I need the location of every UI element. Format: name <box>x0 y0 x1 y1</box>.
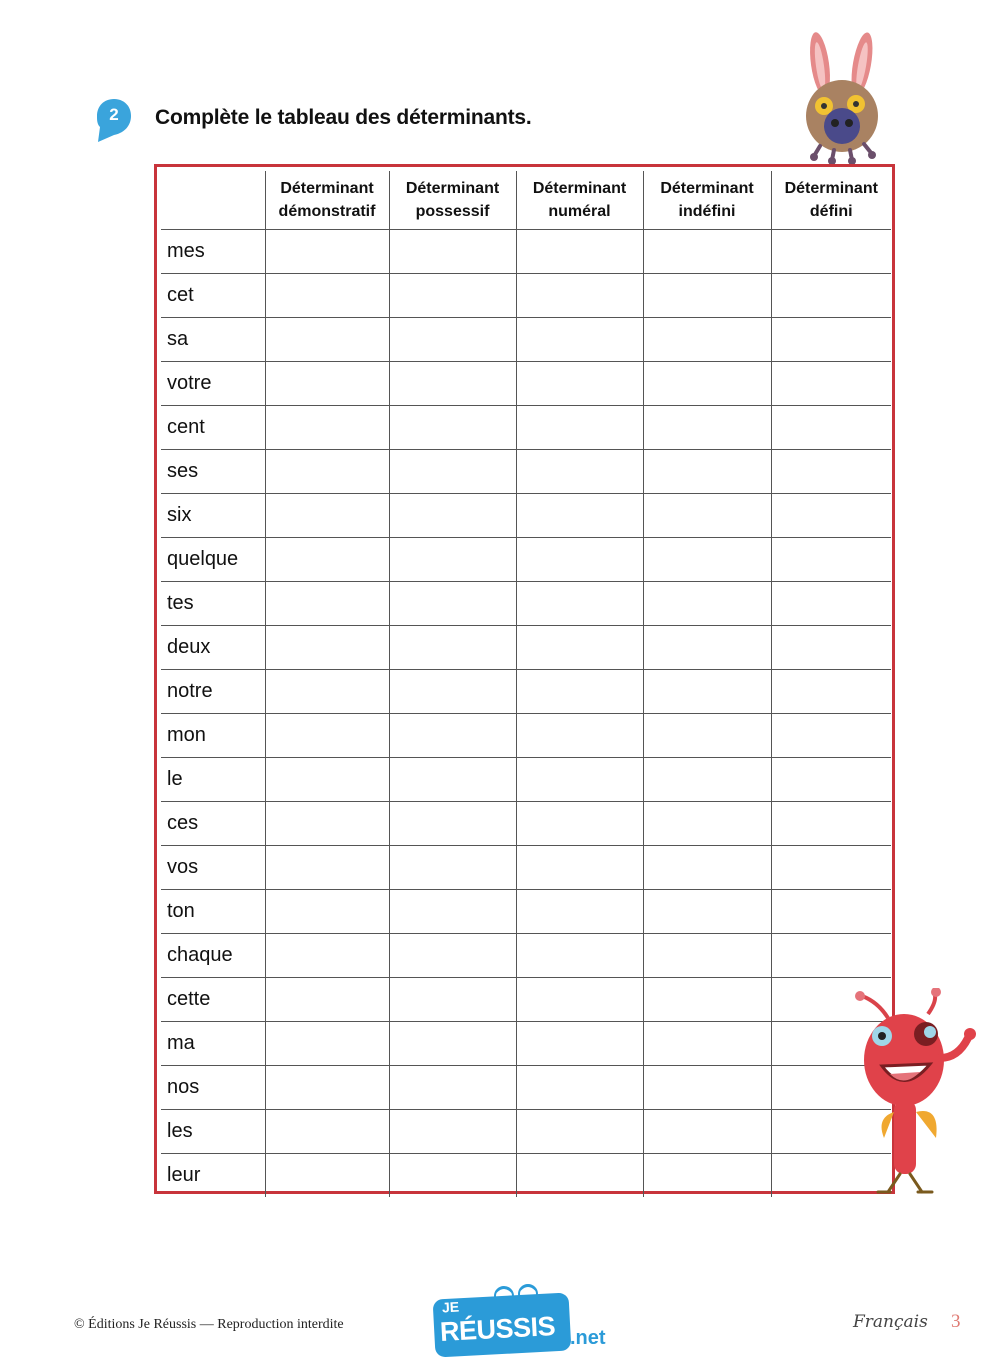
answer-cell[interactable] <box>771 406 891 450</box>
answer-cell[interactable] <box>265 450 389 494</box>
header-numeral <box>516 171 643 230</box>
answer-cell[interactable] <box>643 802 771 846</box>
answer-cell[interactable] <box>516 406 643 450</box>
table-row <box>161 494 891 538</box>
answer-cell[interactable] <box>771 494 891 538</box>
answer-cell[interactable] <box>265 1022 389 1066</box>
bunny-mascot-illustration <box>800 24 890 164</box>
determinants-table <box>161 171 891 1197</box>
table-row <box>161 450 891 494</box>
table-row <box>161 230 891 274</box>
word-cell: sa <box>161 318 265 362</box>
answer-cell[interactable] <box>516 846 643 890</box>
answer-cell[interactable] <box>389 362 516 406</box>
table-row <box>161 318 891 362</box>
answer-cell[interactable] <box>265 934 389 978</box>
answer-cell[interactable] <box>771 274 891 318</box>
header-line-1: Déterminant <box>660 180 754 197</box>
word-cell: ses <box>161 450 265 494</box>
answer-cell[interactable] <box>389 1110 516 1154</box>
answer-cell[interactable] <box>265 318 389 362</box>
word-cell: mon <box>161 714 265 758</box>
answer-cell[interactable] <box>516 802 643 846</box>
answer-cell[interactable] <box>771 846 891 890</box>
answer-cell[interactable] <box>389 934 516 978</box>
answer-cell[interactable] <box>771 670 891 714</box>
answer-cell[interactable] <box>389 494 516 538</box>
answer-cell[interactable] <box>643 230 771 274</box>
header-demonstratif <box>265 171 389 230</box>
answer-cell[interactable] <box>643 626 771 670</box>
answer-cell[interactable] <box>265 274 389 318</box>
answer-cell[interactable] <box>771 538 891 582</box>
header-line-2: défini <box>809 203 853 220</box>
answer-cell[interactable] <box>516 1066 643 1110</box>
answer-cell[interactable] <box>516 978 643 1022</box>
logo-net: .net <box>570 1327 606 1349</box>
table-row <box>161 670 891 714</box>
answer-cell[interactable] <box>643 978 771 1022</box>
corner-cell <box>161 171 265 230</box>
header-line-1: Déterminant <box>784 180 878 197</box>
subject-label: Français <box>853 1312 928 1332</box>
logo-je: JE <box>441 1298 460 1316</box>
red-monster-mascot-illustration <box>848 988 982 1202</box>
answer-cell[interactable] <box>389 230 516 274</box>
exercise-instruction: Complète le tableau des déterminants. <box>155 106 532 129</box>
answer-cell[interactable] <box>516 714 643 758</box>
answer-cell[interactable] <box>643 494 771 538</box>
answer-cell[interactable] <box>643 670 771 714</box>
page-number: 3 <box>951 1311 961 1332</box>
table-row <box>161 274 891 318</box>
je-reussis-logo <box>432 1282 622 1356</box>
answer-cell[interactable] <box>516 670 643 714</box>
answer-cell[interactable] <box>516 890 643 934</box>
word-cell: tes <box>161 582 265 626</box>
table-row <box>161 846 891 890</box>
answer-cell[interactable] <box>771 318 891 362</box>
word-cell: vos <box>161 846 265 890</box>
table-row <box>161 626 891 670</box>
answer-cell[interactable] <box>516 1022 643 1066</box>
answer-cell[interactable] <box>643 406 771 450</box>
answer-cell[interactable] <box>771 626 891 670</box>
header-indefini <box>643 171 771 230</box>
answer-cell[interactable] <box>516 1154 643 1198</box>
answer-cell[interactable] <box>389 846 516 890</box>
answer-cell[interactable] <box>516 318 643 362</box>
answer-cell[interactable] <box>643 1154 771 1198</box>
answer-cell[interactable] <box>389 890 516 934</box>
answer-cell[interactable] <box>516 274 643 318</box>
answer-cell[interactable] <box>771 230 891 274</box>
answer-cell[interactable] <box>389 626 516 670</box>
answer-cell[interactable] <box>265 890 389 934</box>
table-row <box>161 1110 891 1154</box>
table-row <box>161 582 891 626</box>
header-defini <box>771 171 891 230</box>
answer-cell[interactable] <box>389 450 516 494</box>
answer-cell[interactable] <box>389 406 516 450</box>
answer-cell[interactable] <box>389 1154 516 1198</box>
answer-cell[interactable] <box>389 538 516 582</box>
table-row <box>161 1154 891 1198</box>
answer-cell[interactable] <box>265 846 389 890</box>
word-cell: nos <box>161 1066 265 1110</box>
answer-cell[interactable] <box>771 802 891 846</box>
answer-cell[interactable] <box>516 538 643 582</box>
word-cell: ton <box>161 890 265 934</box>
answer-cell[interactable] <box>389 978 516 1022</box>
answer-cell[interactable] <box>643 1066 771 1110</box>
table-row <box>161 538 891 582</box>
answer-cell[interactable] <box>771 450 891 494</box>
table-row <box>161 890 891 934</box>
answer-cell[interactable] <box>389 1022 516 1066</box>
table-row <box>161 802 891 846</box>
answer-cell[interactable] <box>265 1110 389 1154</box>
answer-cell[interactable] <box>265 978 389 1022</box>
answer-cell[interactable] <box>265 582 389 626</box>
word-cell: cet <box>161 274 265 318</box>
answer-cell[interactable] <box>265 406 389 450</box>
answer-cell[interactable] <box>389 318 516 362</box>
answer-cell[interactable] <box>516 934 643 978</box>
answer-cell[interactable] <box>389 758 516 802</box>
table-row <box>161 758 891 802</box>
answer-cell[interactable] <box>389 802 516 846</box>
answer-cell[interactable] <box>265 714 389 758</box>
word-cell: chaque <box>161 934 265 978</box>
answer-cell[interactable] <box>516 450 643 494</box>
exercise-number: 2 <box>109 105 119 124</box>
answer-cell[interactable] <box>389 582 516 626</box>
table-row <box>161 1066 891 1110</box>
answer-cell[interactable] <box>389 714 516 758</box>
answer-cell[interactable] <box>643 582 771 626</box>
exercise-number-badge <box>96 97 132 141</box>
table-row <box>161 406 891 450</box>
header-line-2: démonstratif <box>278 203 376 220</box>
word-cell: quelque <box>161 538 265 582</box>
header-possessif <box>389 171 516 230</box>
answer-cell[interactable] <box>389 274 516 318</box>
answer-cell[interactable] <box>516 626 643 670</box>
word-cell: ma <box>161 1022 265 1066</box>
word-cell: votre <box>161 362 265 406</box>
answer-cell[interactable] <box>643 758 771 802</box>
answer-cell[interactable] <box>265 362 389 406</box>
header-line-2: numéral <box>548 203 611 220</box>
answer-cell[interactable] <box>389 670 516 714</box>
answer-cell[interactable] <box>771 934 891 978</box>
answer-cell[interactable] <box>643 274 771 318</box>
table-row <box>161 934 891 978</box>
answer-cell[interactable] <box>265 626 389 670</box>
answer-cell[interactable] <box>265 230 389 274</box>
answer-cell[interactable] <box>265 494 389 538</box>
answer-cell[interactable] <box>516 582 643 626</box>
answer-cell[interactable] <box>516 758 643 802</box>
answer-cell[interactable] <box>643 1110 771 1154</box>
answer-cell[interactable] <box>643 846 771 890</box>
copyright-notice: © Éditions Je Réussis — Reproduction interdite <box>74 1317 344 1332</box>
header-line-2: possessif <box>415 203 490 220</box>
table-row <box>161 978 891 1022</box>
answer-cell[interactable] <box>771 582 891 626</box>
answer-cell[interactable] <box>265 1154 389 1198</box>
answer-cell[interactable] <box>643 890 771 934</box>
answer-cell[interactable] <box>643 362 771 406</box>
determinants-table-frame <box>154 164 895 1194</box>
answer-cell[interactable] <box>516 230 643 274</box>
answer-cell[interactable] <box>265 1066 389 1110</box>
answer-cell[interactable] <box>643 318 771 362</box>
word-cell: six <box>161 494 265 538</box>
table-row <box>161 362 891 406</box>
header-line-1: Déterminant <box>280 180 374 197</box>
answer-cell[interactable] <box>265 670 389 714</box>
answer-cell[interactable] <box>643 450 771 494</box>
answer-cell[interactable] <box>389 1066 516 1110</box>
word-cell: cette <box>161 978 265 1022</box>
logo-reussis: RÉUSSIS <box>439 1311 556 1347</box>
answer-cell[interactable] <box>643 1022 771 1066</box>
answer-cell[interactable] <box>516 1110 643 1154</box>
header-line-1: Déterminant <box>405 180 500 197</box>
answer-cell[interactable] <box>771 758 891 802</box>
answer-cell[interactable] <box>265 538 389 582</box>
answer-cell[interactable] <box>771 362 891 406</box>
answer-cell[interactable] <box>516 494 643 538</box>
header-line-1: Déterminant <box>532 180 627 197</box>
word-cell: mes <box>161 230 265 274</box>
word-cell: les <box>161 1110 265 1154</box>
word-cell: notre <box>161 670 265 714</box>
table-row <box>161 714 891 758</box>
answer-cell[interactable] <box>643 538 771 582</box>
answer-cell[interactable] <box>771 890 891 934</box>
word-cell: le <box>161 758 265 802</box>
answer-cell[interactable] <box>265 758 389 802</box>
table-header-row <box>161 171 891 230</box>
word-cell: cent <box>161 406 265 450</box>
answer-cell[interactable] <box>265 802 389 846</box>
word-cell: ces <box>161 802 265 846</box>
answer-cell[interactable] <box>643 714 771 758</box>
answer-cell[interactable] <box>771 714 891 758</box>
word-cell: deux <box>161 626 265 670</box>
answer-cell[interactable] <box>516 362 643 406</box>
header-line-2: indéfini <box>678 203 736 220</box>
table-row <box>161 1022 891 1066</box>
word-cell: leur <box>161 1154 265 1198</box>
answer-cell[interactable] <box>643 934 771 978</box>
